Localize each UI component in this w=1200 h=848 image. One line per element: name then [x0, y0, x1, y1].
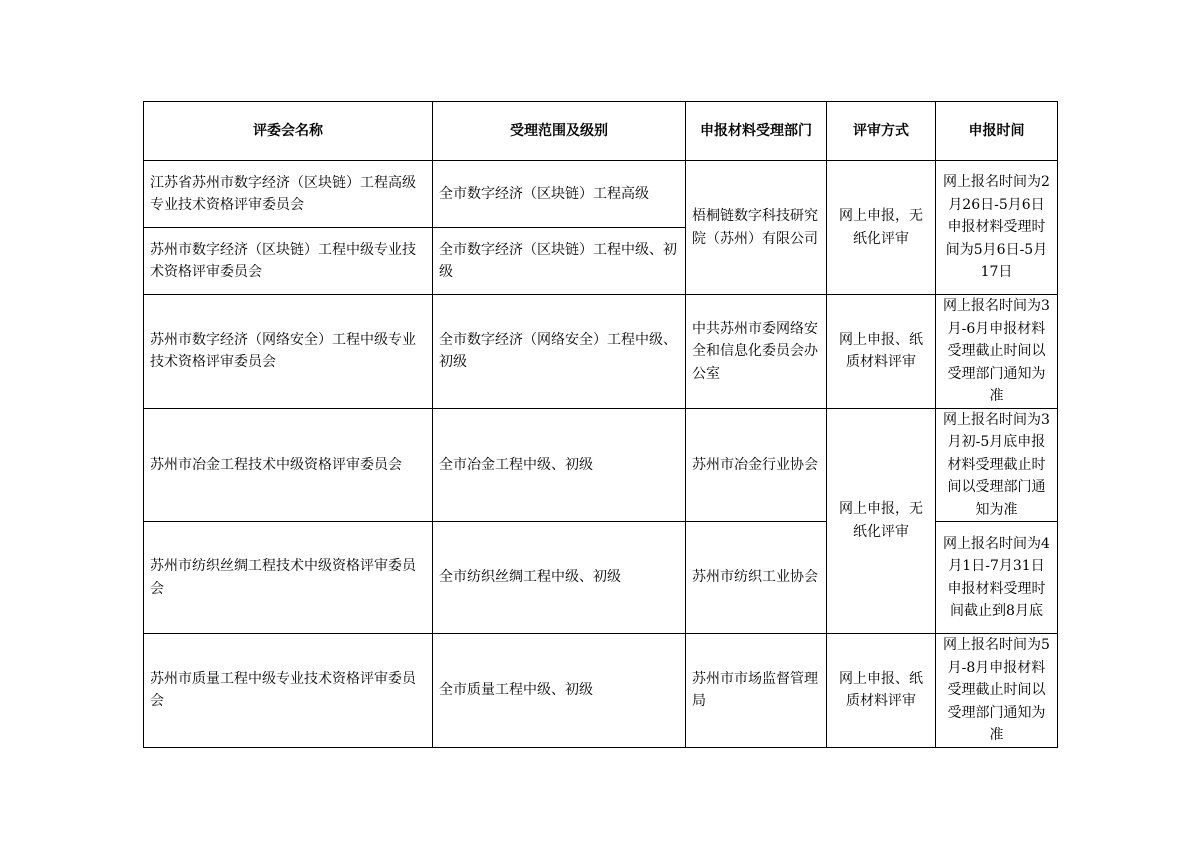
accepting-department-cell: 梧桐链数字科技研究院（苏州）有限公司	[686, 161, 827, 295]
committee-name-cell: 苏州市冶金工程技术中级资格评审委员会	[144, 408, 433, 522]
application-time-cell: 网上报名时间为2月26日-5月6日申报材料受理时间为5月6日-5月17日	[936, 161, 1058, 295]
accepting-department-cell: 苏州市市场监督管理局	[686, 634, 827, 748]
table-row	[144, 408, 1058, 522]
qualification-review-table	[143, 101, 1058, 748]
scope-level-cell: 全市数字经济（网络安全）工程中级、初级	[433, 295, 686, 409]
scope-level-cell: 全市数字经济（区块链）工程高级	[433, 161, 686, 228]
header-accepting-department: 申报材料受理部门	[686, 102, 827, 161]
committee-name-cell: 江苏省苏州市数字经济（区块链）工程高级专业技术资格评审委员会	[144, 161, 433, 228]
accepting-department-cell: 苏州市冶金行业协会	[686, 408, 827, 522]
table-row	[144, 295, 1058, 409]
accepting-department-cell: 中共苏州市委网络安全和信息化委员会办公室	[686, 295, 827, 409]
review-method-cell: 网上申报、纸质材料评审	[827, 295, 936, 409]
table-row	[144, 634, 1058, 748]
accepting-department-cell: 苏州市纺织工业协会	[686, 522, 827, 634]
header-application-time: 申报时间	[936, 102, 1058, 161]
scope-level-cell: 全市质量工程中级、初级	[433, 634, 686, 748]
review-method-cell: 网上申报，无纸化评审	[827, 161, 936, 295]
scope-level-cell: 全市纺织丝绸工程中级、初级	[433, 522, 686, 634]
application-time-cell: 网上报名时间为5月-8月申报材料受理截止时间以受理部门通知为准	[936, 634, 1058, 748]
committee-name-cell: 苏州市数字经济（网络安全）工程中级专业技术资格评审委员会	[144, 295, 433, 409]
header-review-method: 评审方式	[827, 102, 936, 161]
review-method-cell: 网上申报、纸质材料评审	[827, 634, 936, 748]
review-method-cell: 网上申报，无纸化评审	[827, 408, 936, 634]
table-header-row	[144, 102, 1058, 161]
table-row	[144, 161, 1058, 228]
scope-level-cell: 全市数字经济（区块链）工程中级、初级	[433, 228, 686, 295]
committee-name-cell: 苏州市数字经济（区块链）工程中级专业技术资格评审委员会	[144, 228, 433, 295]
application-time-cell: 网上报名时间为4月1日-7月31日申报材料受理时间截止到8月底	[936, 522, 1058, 634]
committee-name-cell: 苏州市纺织丝绸工程技术中级资格评审委员会	[144, 522, 433, 634]
header-committee-name: 评委会名称	[144, 102, 433, 161]
header-scope-level: 受理范围及级别	[433, 102, 686, 161]
application-time-cell: 网上报名时间为3月-6月申报材料受理截止时间以受理部门通知为准	[936, 295, 1058, 409]
scope-level-cell: 全市冶金工程中级、初级	[433, 408, 686, 522]
application-time-cell: 网上报名时间为3月初-5月底申报材料受理截止时间以受理部门通知为准	[936, 408, 1058, 522]
committee-name-cell: 苏州市质量工程中级专业技术资格评审委员会	[144, 634, 433, 748]
